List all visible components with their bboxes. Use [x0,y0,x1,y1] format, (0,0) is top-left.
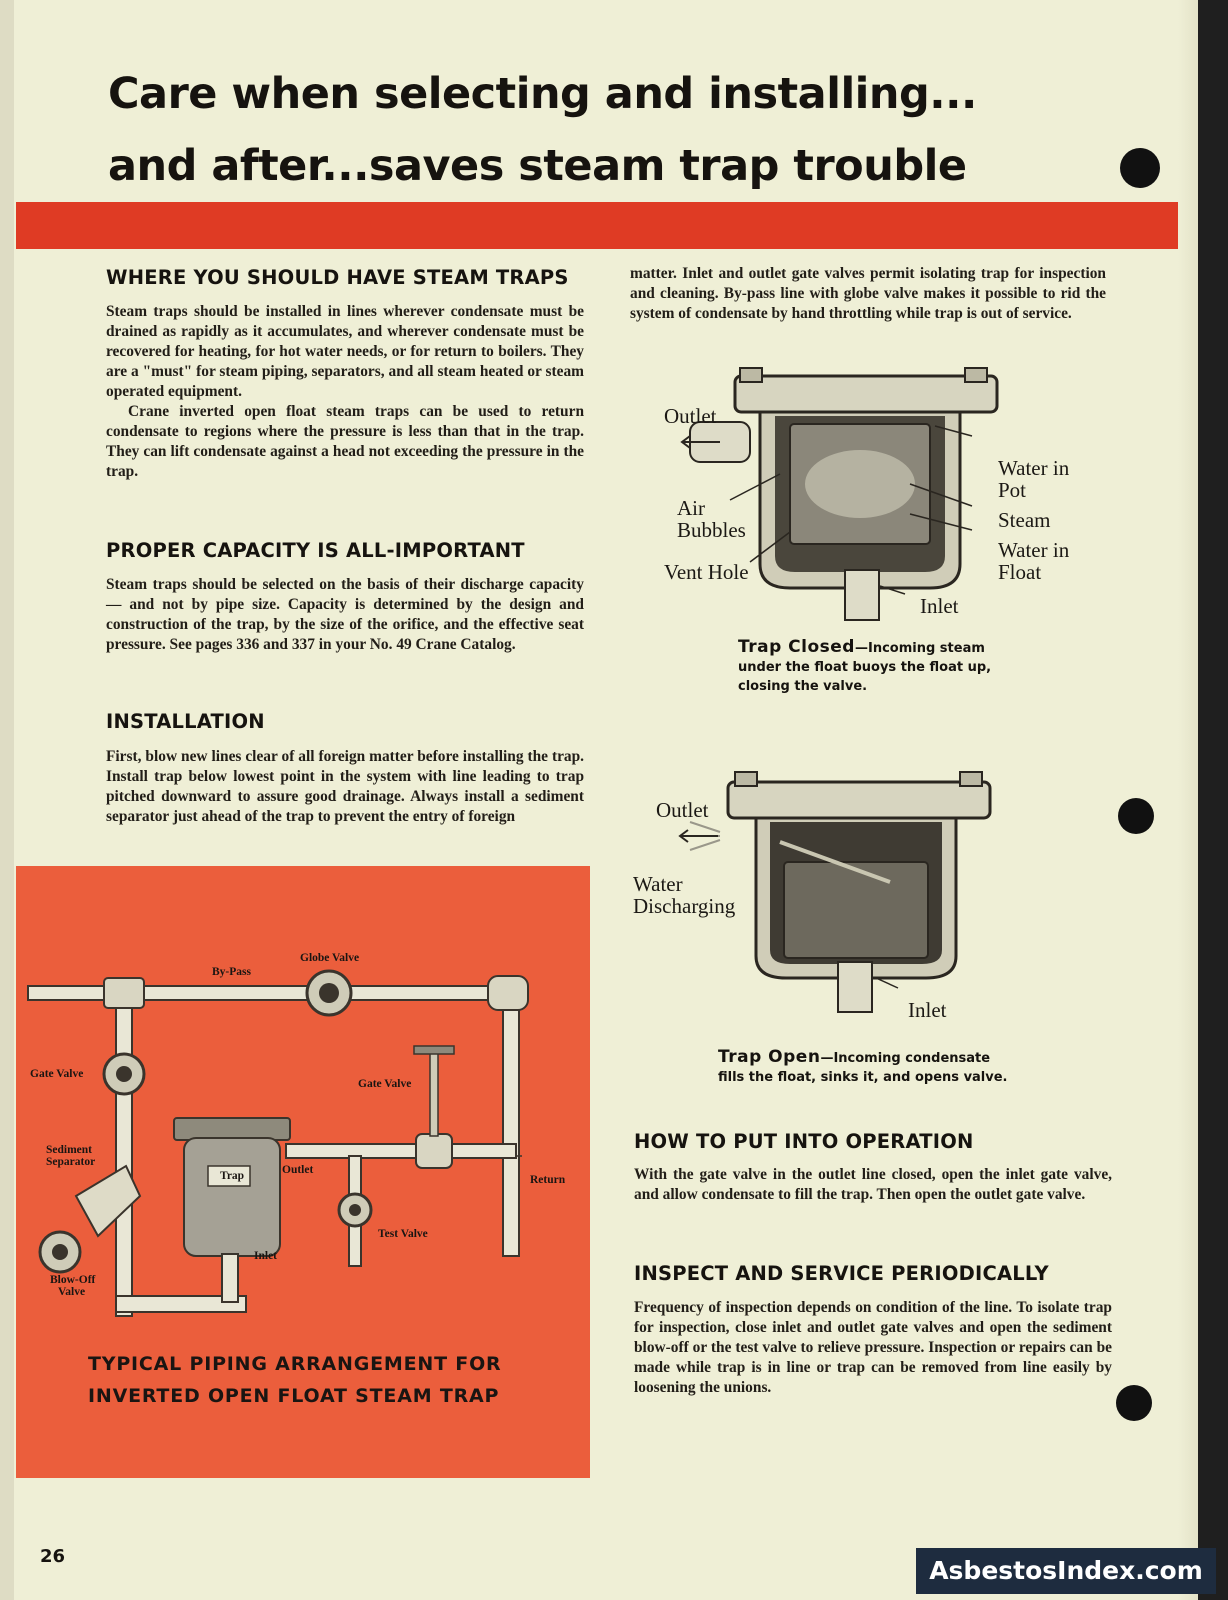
bolt-right [960,772,982,786]
piping-caption-line-2: INVERTED OPEN FLOAT STEAM TRAP [88,1385,500,1407]
gate-valve-right-stem [430,1052,438,1136]
trap-cover [728,782,990,818]
inlet-pipe [838,962,872,1012]
label-open-water: Water [633,872,683,896]
label-gate-valve-left: Gate Valve [30,1068,84,1080]
label-return: Return [530,1174,566,1186]
label-closed-inlet: Inlet [920,594,959,618]
label-closed-water-float-1: Water in [998,538,1070,562]
label-closed-air: Air [677,496,705,520]
text-inspect-p1: Frequency of inspection depends on condition of the line. To isolate trap for inspection, close inlet and outlet gate valves and open the sediment blow-off or the test valve to relieve pressure. Inspection or repairs can be made while trap is in line or trap can be removed from line easily by loosening the unions. [634,1299,1112,1396]
punch-hole-top [1120,148,1160,188]
bypass-pipe [28,986,518,1000]
label-open-discharging: Discharging [633,894,736,918]
caption-closed-text: —Incoming steam under the float buoys the float up, closing the valve. [738,641,992,694]
elbow-right [488,976,528,1010]
heading-installation: INSTALLATION [106,710,265,733]
red-divider-band [16,202,1178,249]
trap-inlet-pipe [222,1254,238,1302]
text-capacity [106,575,584,655]
label-separator: Separator [46,1156,96,1168]
caption-open-title: Trap Open [718,1047,821,1067]
text-operation-p1: With the gate valve in the outlet line closed, open the inlet gate valve, and allow condensate to fill the trap. Then open the outlet gate valve. [634,1166,1112,1203]
label-trap: Trap [220,1170,245,1182]
steam-bubbles [805,450,915,518]
piping-diagram [16,866,590,1336]
page-right-shade [1178,0,1198,1600]
title-line-1: Care when selecting and installing... [108,69,977,119]
left-riser [116,986,132,1316]
label-test-valve: Test Valve [378,1228,428,1240]
text-where-p2: Crane inverted open float steam traps can be used to return condensate to regions where the pressure is less than that in the trap. They can lift condensate against a head not exceeding the pressure in the trap. [106,403,584,480]
text-installation-continued [630,264,1106,324]
label-closed-vent: Vent Hole [664,560,749,584]
bolt-left [735,772,757,786]
page-left-edge [0,0,14,1600]
return-riser [503,986,519,1256]
label-outlet: Outlet [282,1164,314,1176]
text-operation [634,1165,1112,1205]
text-installation [106,747,584,827]
text-inspect [634,1298,1112,1398]
caption-trap-open [718,1048,1018,1087]
trap-vessel [184,1138,280,1256]
heading-inspect: INSPECT AND SERVICE PERIODICALLY [634,1262,1049,1285]
piping-caption [88,1348,548,1412]
label-blowoff-valve: Valve [58,1286,86,1298]
label-blowoff: Blow-Off [50,1274,96,1286]
heading-capacity: PROPER CAPACITY IS ALL-IMPORTANT [106,539,525,562]
bolt-left [740,368,762,382]
text-capacity-p1: Steam traps should be selected on the basis of their discharge capacity — and not by pipe size. Capacity is determined by the design and construction of the trap, by the size of the orifice, and the effective seat pressure. See pages 336 and 337 in your No. 49 Crane Catalog. [106,576,584,653]
label-closed-water-pot-1: Water in [998,456,1070,480]
label-closed-outlet: Outlet [664,404,717,428]
caption-open-text: —Incoming condensate fills the float, sinks it, and opens valve. [718,1051,1008,1085]
page-title [108,58,1028,202]
inlet-pipe [845,570,879,620]
trap-cap [174,1118,290,1140]
label-closed-steam: Steam [998,508,1051,532]
scan-border [1198,0,1228,1600]
float [784,862,928,958]
label-bypass: By-Pass [212,966,251,978]
label-open-inlet: Inlet [908,998,947,1022]
label-globe-valve: Globe Valve [300,952,360,964]
text-installation-p1-cont: matter. Inlet and outlet gate valves permit isolating trap for inspection and cleaning. By-pass line with globe valve makes it possible to rid the system of condensate by hand throttling while trap is out of service. [630,265,1106,322]
text-where-p1: Steam traps should be installed in lines wherever condensate must be drained as rapidly as it accumulates, and wherever condensate must be recovered for heating, for hot water needs, or for return to boilers. They are a "must" for steam piping, separators, and all steam heated or steam operated equipment. [106,303,584,400]
label-closed-water-pot-2: Pot [998,478,1027,502]
gate-valve-right-body [416,1134,452,1168]
punch-hole-middle [1118,798,1154,834]
gate-valve-right-wheel [414,1046,454,1054]
tee-left [104,978,144,1008]
caption-trap-closed [738,638,1032,696]
bolt-right [965,368,987,382]
label-closed-water-float-2: Float [998,560,1042,584]
caption-closed-title: Trap Closed [738,637,855,657]
label-gate-valve-right: Gate Valve [358,1078,412,1090]
page-number: 26 [40,1546,66,1567]
watermark-badge: AsbestosIndex.com [916,1548,1216,1594]
piping-caption-line-1: TYPICAL PIPING ARRANGEMENT FOR [88,1353,502,1375]
label-open-outlet: Outlet [656,798,709,822]
text-where [106,302,584,482]
outlet-arrow [680,830,718,842]
heading-operation: HOW TO PUT INTO OPERATION [634,1130,974,1153]
label-inlet: Inlet [254,1250,277,1262]
heading-where: WHERE YOU SHOULD HAVE STEAM TRAPS [106,266,569,289]
trap-cover [735,376,997,412]
label-closed-bubbles: Bubbles [677,518,746,542]
title-line-2: and after...saves steam trap trouble [108,141,967,191]
punch-hole-bottom [1116,1385,1152,1421]
label-sediment: Sediment [46,1144,92,1156]
outlet-pipe [286,1144,516,1158]
text-installation-p1: First, blow new lines clear of all foreign matter before installing the trap. Install trap below lowest point in the system with line leading to trap pitched downward to assure good drainage. Always install a sediment separator just ahead of the trap to prevent the entry of foreign [106,748,584,825]
trap-closed-diagram [680,364,1020,634]
